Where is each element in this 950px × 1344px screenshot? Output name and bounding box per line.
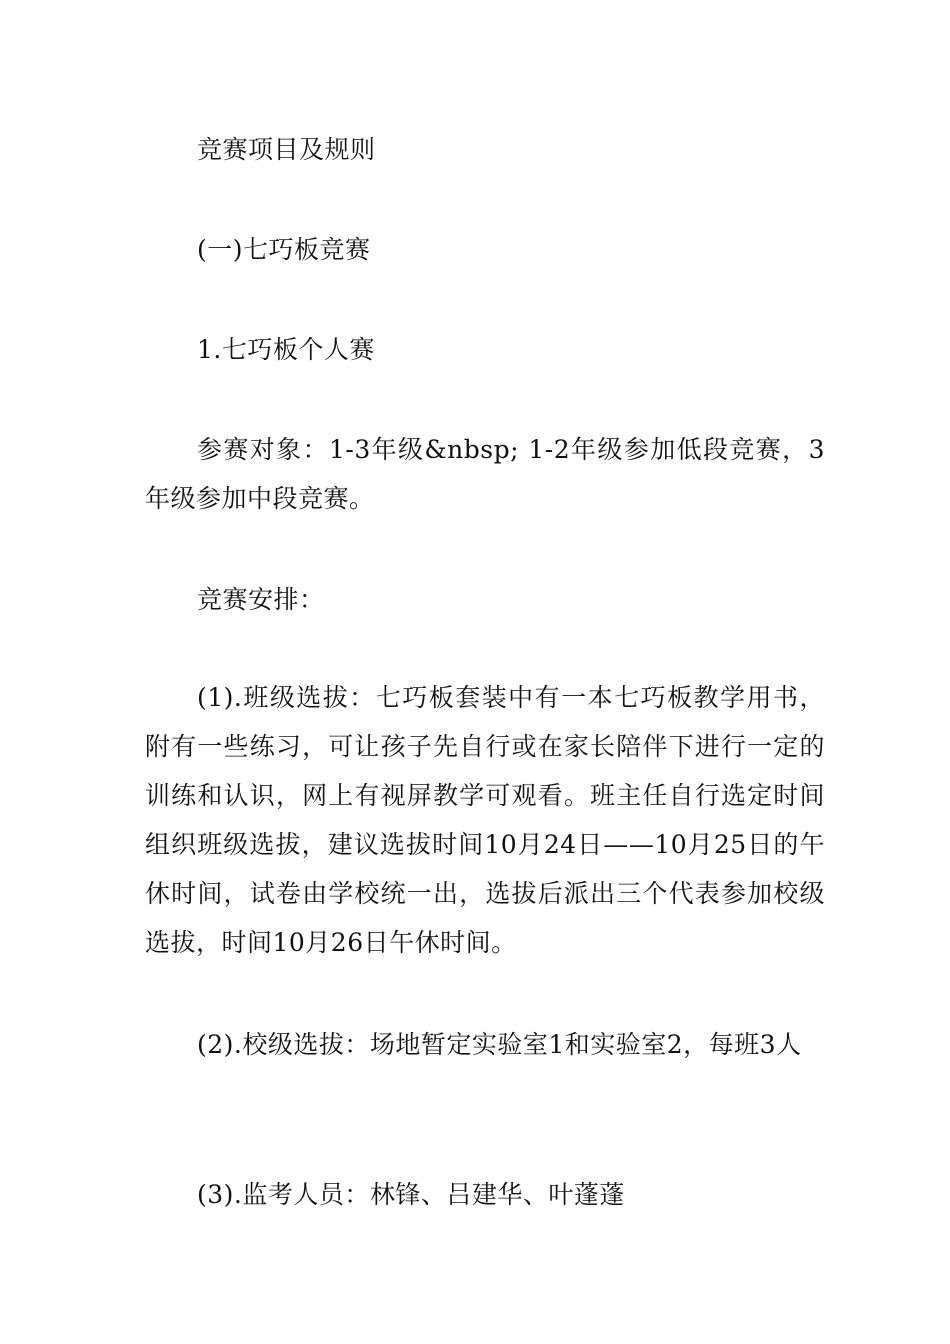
section-title: (一)七巧板竞赛 — [197, 235, 371, 264]
arrangement-label: 竞赛安排： — [197, 585, 325, 614]
step2-paragraph: (2).校级选拔：场地暂定实验室1和实验室2，每班3人 — [197, 1030, 802, 1059]
participants-paragraph: 参赛对象：1-3年级&nbsp; 1-2年级参加低段竞赛，3年级参加中段竞赛。 — [145, 435, 825, 513]
step1-paragraph: (1).班级选拔：七巧板套装中有一本七巧板教学用书，附有一些练习，可让孩子先自行或在家长陪伴下进行一定的训练和认识，网上有视屏教学可观看。班主任自行选定时间组织班级选拔，建议选拔时间10月24日——10月25日的午休时间，试卷由学校统一出，选拔后派出三个代表参加校级选拔，时间10月26日午休时间。 — [145, 683, 825, 957]
step3-paragraph: (3).监考人员：林锋、吕建华、叶蓬蓬 — [197, 1180, 625, 1209]
heading: 竞赛项目及规则 — [197, 135, 376, 164]
subsection-title: 1.七巧板个人赛 — [197, 335, 375, 364]
